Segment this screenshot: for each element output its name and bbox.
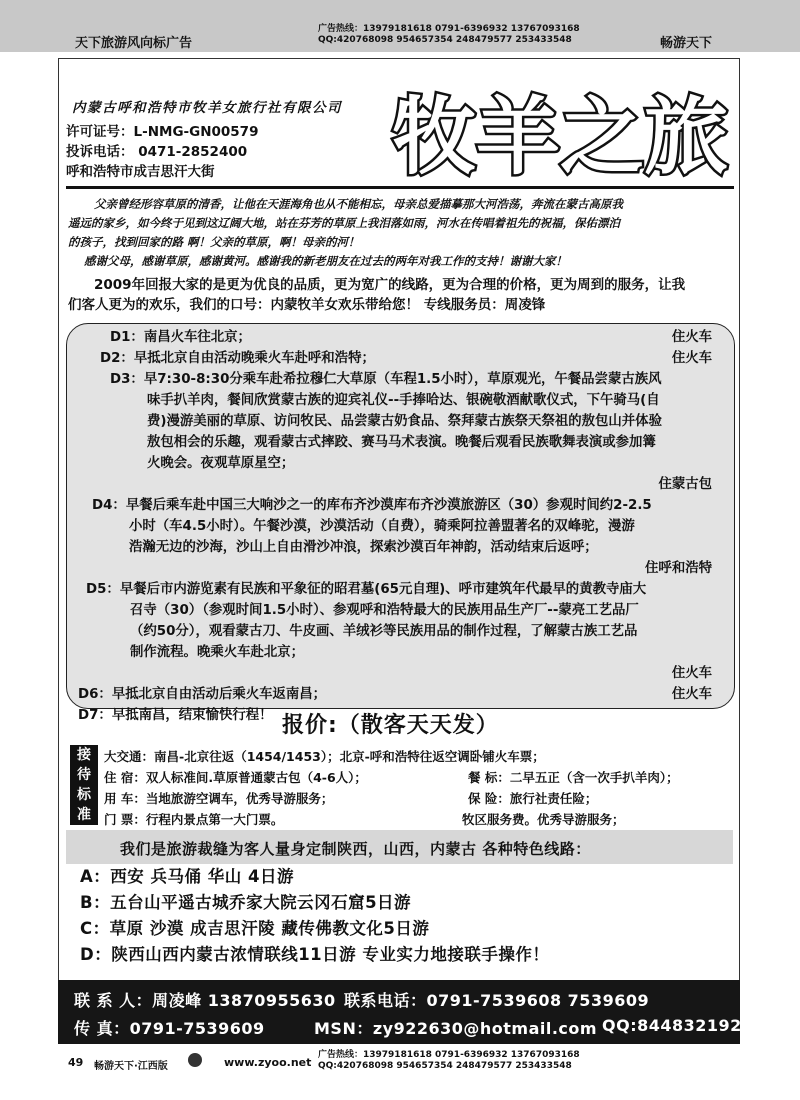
contact-msn: MSN：zy922630@hotmail.com — [314, 1019, 598, 1038]
day-item-2 — [100, 348, 712, 369]
intro-line-1: 2009年回报大家的是更为优良的品质，更为宽广的线路，更为合理的价格，更为周到的服务，让我 — [94, 277, 686, 293]
poem-block — [68, 195, 732, 271]
badge-char: 标 — [77, 787, 91, 803]
intro-line-2: 们客人更为的欢乐，我们的口号：内蒙牧羊女欢乐带给您！ 专线服务员：周凌锋 — [68, 297, 546, 313]
day-item-6 — [78, 684, 712, 705]
brand-text: 牧羊之旅 — [391, 88, 729, 186]
day-3-line: D3：早7:30-8:30分乘车赴希拉穆仁大草原（车程1.5小时），草原观光，午餐品尝蒙古族风 — [110, 372, 662, 387]
day-4-line: D4：早餐后乘车赴中国三大响沙之一的库布齐沙漠库布齐沙漠旅游区（30）参观时间约2-2.5 — [92, 498, 652, 513]
day-3-line: 火晚会。夜观草原星空； — [147, 456, 295, 471]
route-d: D：陕西山西内蒙古浓情联线11日游 专业实力地接联手操作！ — [80, 945, 550, 964]
header-ad-hotline — [318, 24, 580, 46]
day-3-line: 费)漫游美丽的草原、访问牧民、品尝蒙古奶食品、祭拜蒙古族祭天祭祖的敖包山并体验 — [147, 414, 662, 429]
contact-phone: 联系电话：0791-7539608 7539609 — [344, 991, 650, 1010]
day-5-line: D5：早餐后市内游览素有民族和平象征的昭君墓(65元自理)、呼市建筑年代最早的黄教寺庙大 — [86, 582, 647, 597]
divider — [66, 186, 734, 189]
day-2-text: D2：早抵北京自由活动晚乘火车赴呼和浩特； — [100, 351, 375, 366]
day-item-5 — [86, 579, 712, 684]
day-1-text: D1：南昌火车往北京； — [110, 330, 251, 345]
complaint-phone: 投诉电话： 0471-2852400 — [66, 144, 248, 160]
route-a: A：西安 兵马俑 华山 4日游 — [80, 867, 294, 886]
itinerary-list — [78, 327, 712, 726]
day-2-stay: 住火车 — [671, 351, 712, 366]
top-banner — [0, 0, 800, 52]
routes-title: 我们是旅游裁缝为客人量身定制陕西，山西，内蒙古 各种特色线路： — [120, 840, 591, 858]
std-service: 牧区服务费。优秀导游服务； — [462, 812, 625, 827]
std-tickets: 门 票：行程内景点第一大门票。 — [104, 812, 284, 827]
day-item-4 — [92, 495, 712, 579]
day-6-stay: 住火车 — [671, 687, 712, 702]
day-1-stay: 住火车 — [671, 330, 712, 345]
magazine-logo-icon — [188, 1053, 202, 1067]
price-title: 报价:（散客天天发） — [282, 713, 499, 738]
brand-logo — [388, 80, 733, 186]
poem-line-1: 父亲曾经形容草原的清香，让他在天涯海角也从不能相忘，母亲总爱描摹那大河浩荡，奔流在蒙古高原我 — [94, 197, 623, 211]
license-number: 许可证号：L-NMG-GN00579 — [66, 124, 259, 140]
day-7-text: D7：早抵南昌，结束愉快行程！ — [78, 708, 273, 723]
day-5-line: 召寺（30）（参观时间1.5小时）、参观呼和浩特最大的民族用品生产厂--蒙亮工艺品厂 — [130, 603, 639, 618]
day-5-line: （约50分），观看蒙古刀、牛皮画、羊绒衫等民族用品的制作过程，了解蒙古族工艺品 — [130, 624, 638, 639]
badge-char: 待 — [77, 767, 91, 783]
standards-badge — [70, 745, 98, 825]
poem-line-4: 感谢父母，感谢草原，感谢黄河。感谢我的新老朋友在过去的两年对我工作的支持！谢谢大家！ — [84, 254, 567, 268]
std-lodging: 住 宿：双人标准间.草原普通蒙古包（4-6人）； — [104, 770, 367, 785]
std-car: 用 车：当地旅游空调车，优秀导游服务； — [104, 791, 334, 806]
day-6-text: D6：早抵北京自由活动后乘火车返南昌； — [78, 687, 327, 702]
std-meals: 餐 标：二早五正（含一次手扒羊肉）； — [468, 770, 679, 785]
day-3-line: 敖包相会的乐趣，观看蒙古式摔跤、赛马马术表演。晚餐后观看民族歌舞表演或参加篝 — [147, 435, 656, 450]
contact-bar — [58, 980, 740, 1044]
header-ad-line-1: 广告热线：13979181618 0791-6396932 13767093168 — [318, 24, 580, 34]
day-4-line: 浩瀚无边的沙海，沙山上自由滑沙冲浪，探索沙漠百年神韵，活动结束后返呼； — [129, 540, 598, 555]
contact-qq: QQ:844832192 — [602, 1016, 742, 1035]
route-b: B：五台山平遥古城乔家大院云冈石窟5日游 — [80, 893, 412, 912]
footer-ad-line-1: 广告热线：13979181618 0791-6396932 13767093168 — [318, 1050, 580, 1060]
website-link[interactable]: www.zyoo.net — [224, 1056, 312, 1069]
company-address: 呼和浩特市成吉思汗大街 — [66, 164, 215, 180]
badge-char: 准 — [77, 807, 91, 823]
day-3-line: 味手扒羊肉，餐间欣赏蒙古族的迎宾礼仪--手捧哈达、银碗敬酒献歌仪式，下午骑马(自 — [147, 393, 660, 408]
magazine-name: 畅游天下·江西版 — [94, 1061, 168, 1072]
std-insurance: 保 险：旅行社责任险； — [468, 791, 598, 806]
footer-ad-hotline — [318, 1050, 580, 1072]
day-3-stay: 住蒙古包 — [658, 477, 712, 492]
footer-ad-line-2: QQ:420768098 954657354 248479577 253433548 — [318, 1061, 572, 1071]
poem-line-3: 的孩子，找到回家的路 啊！父亲的草原，啊！母亲的河！ — [68, 235, 360, 249]
badge-char: 接 — [77, 747, 91, 763]
intro-block — [68, 275, 732, 315]
day-4-line: 小时（车4.5小时）。午餐沙漠，沙漠活动（自费），骑乘阿拉善盟著名的双峰驼，漫游 — [129, 519, 635, 534]
route-c: C：草原 沙漠 成吉思汗陵 藏传佛教文化5日游 — [80, 919, 430, 938]
header-right-title: 畅游天下 — [660, 36, 713, 51]
contact-person: 联 系 人：周凌峰 13870955630 — [74, 991, 336, 1010]
day-5-line: 制作流程。晚乘火车赴北京； — [130, 645, 305, 660]
day-4-stay: 住呼和浩特 — [645, 561, 712, 576]
poem-line-2: 遥远的家乡，如今终于见到这辽阔大地，站在芬芳的草原上我泪落如雨，河水在传唱着祖先的祝福，保佑漂泊 — [68, 216, 620, 230]
day-5-stay: 住火车 — [671, 666, 712, 681]
header-ad-line-2: QQ:420768098 954657354 248479577 253433548 — [318, 35, 572, 45]
contact-fax: 传 真：0791-7539609 — [74, 1019, 265, 1038]
company-name: 内蒙古呼和浩特市牧羊女旅行社有限公司 — [72, 100, 342, 116]
header-left-title: 天下旅游风向标广告 — [75, 36, 193, 51]
day-item-1 — [110, 327, 712, 348]
page-number: 49 — [68, 1056, 84, 1069]
std-transport: 大交通：南昌-北京往返（1454/1453）；北京-呼和浩特往返空调卧铺火车票； — [104, 749, 545, 764]
day-item-3 — [110, 369, 712, 495]
